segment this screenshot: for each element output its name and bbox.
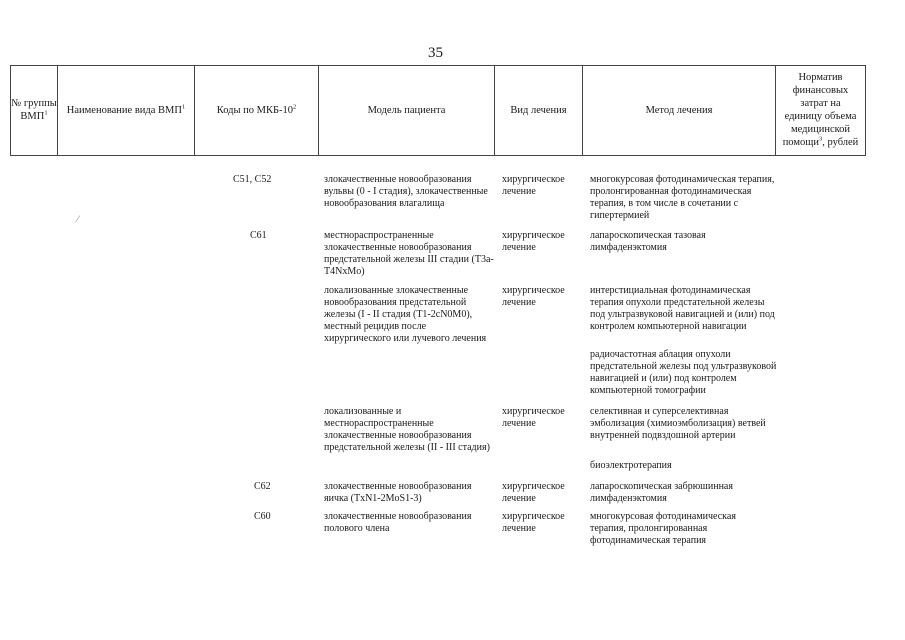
row-1-model: местнораспространенные злокачественные новообразования предстательной железы III стадии (T3a-T4NxMo)	[324, 230, 494, 277]
row-4-code: C62	[254, 481, 271, 492]
row-3-method: селективная и суперселективная эмболизация (химиоэмболизация) ветвей внутренней подвздошной артерии	[590, 406, 766, 441]
row-4-model: злокачественные новообразования яичка (TxN1-2MoS1-3)	[324, 481, 472, 504]
row-1-method: лапароскопическая тазовая лимфаденэктомия	[590, 230, 706, 253]
header-model: Модель пациента	[319, 65, 495, 155]
row-0-code: C51, C52	[233, 174, 272, 185]
header-name: Наименование вида ВМП$^1$	[58, 65, 195, 155]
row-2-model: локализованные злокачественные новообразования предстательной железы (I - II стадия (T1-2cN0M0), местный рецидив после хирургического или лучевого лечения	[324, 285, 487, 344]
row-2-type: хирургическое лечение	[502, 285, 565, 308]
row-0-type: хирургическое лечение	[502, 174, 565, 197]
row-4-method: лапароскопическая забрюшинная лимфаденэктомия	[590, 481, 733, 504]
row-0-method: многокурсовая фотодинамическая терапия, пролонгированная фотодинамическая терапия, в том числе в сочетании с гипертермией	[590, 174, 775, 221]
row-2-method: интерстициальная фотодинамическая терапия опухоли предстательной железы под ультразвуковой навигацией и (или) под контролем компьютерной навигации	[590, 285, 775, 332]
header-codes: Коды по МКБ-$10^2$	[195, 65, 319, 155]
row-5-type: хирургическое лечение	[502, 511, 565, 534]
row-5-code: C60	[254, 511, 271, 522]
header-group-no: № группы ВМП$^1$	[11, 65, 58, 155]
page-number: 35	[428, 45, 443, 61]
row-3-type: хирургическое лечение	[502, 406, 565, 429]
row-5-model: злокачественные новообразования полового члена	[324, 511, 472, 534]
header-norm: Норматив финансовых затрат на единицу объема медицинской помощи$^3$, рублей	[776, 65, 866, 155]
header-treatment-type: Вид лечения	[495, 65, 583, 155]
header-bottom-border	[10, 155, 866, 156]
row-3-method-2: биоэлектротерапия	[590, 460, 672, 471]
row-1-code: C61	[250, 230, 267, 241]
row-5-method: многокурсовая фотодинамическая терапия, пролонгированная фотодинамическая терапия	[590, 511, 736, 546]
row-1-type: хирургическое лечение	[502, 230, 565, 253]
row-2-method-2: радиочастотная аблация опухоли предстательной железы под ультразвуковой навигацией и (или) под контролем компьютерной томографии	[590, 349, 777, 396]
row-0-model: злокачественные новообразования вульвы (0 - I стадия), злокачественные новообразования влагалища	[324, 174, 488, 209]
row-3-model: локализованные и местнораспространенные злокачественные новообразования предстательной железы (II - III стадия)	[324, 406, 490, 453]
header-method: Метод лечения	[583, 65, 776, 155]
row-4-type: хирургическое лечение	[502, 481, 565, 504]
scan-speck: ⁄	[77, 214, 79, 224]
